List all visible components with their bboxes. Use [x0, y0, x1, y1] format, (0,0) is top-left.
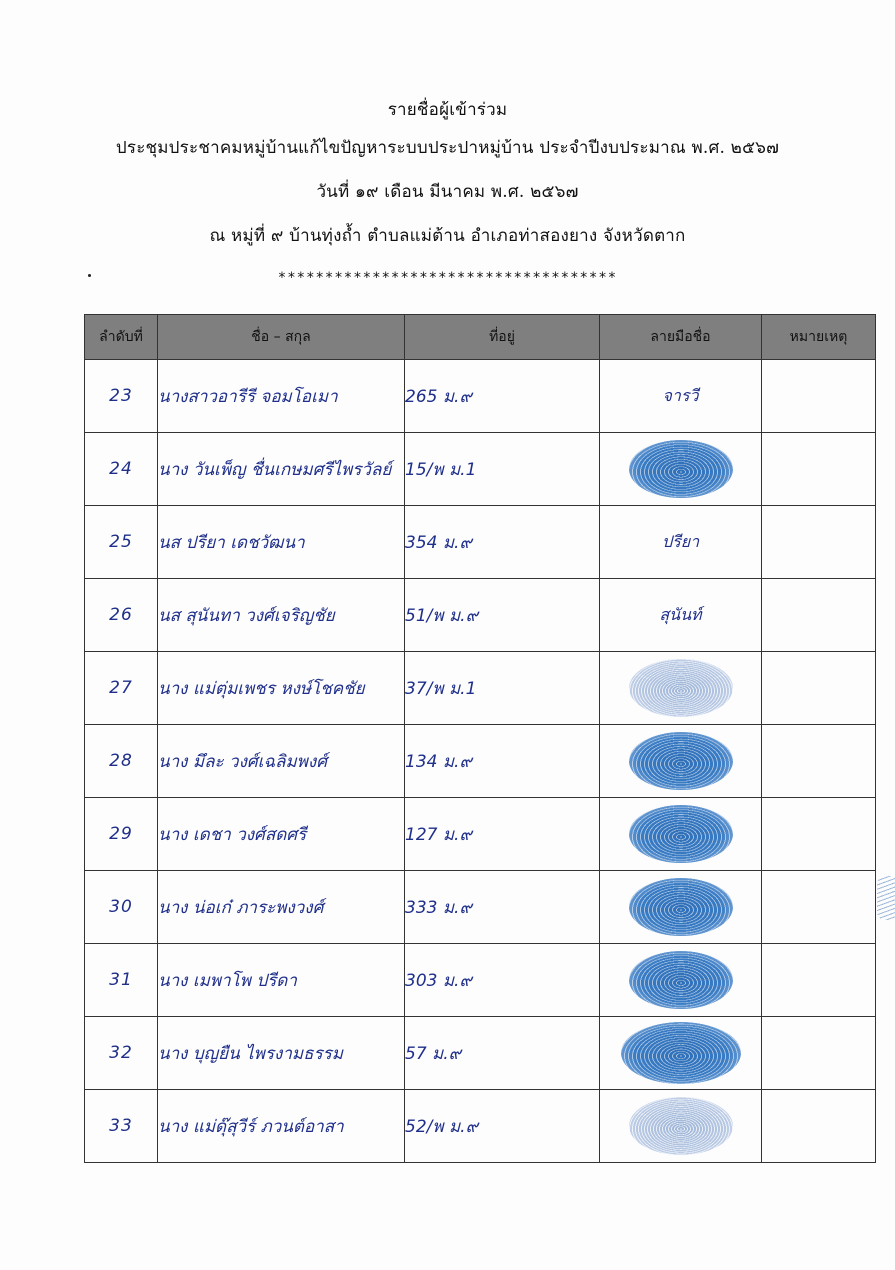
- row-address: 51/พ ม.๙: [405, 579, 600, 652]
- table-row: [85, 433, 876, 506]
- thumbprint-mark: [629, 878, 733, 936]
- row-number: 28: [85, 725, 158, 798]
- row-name: นาง เมพาโพ ปรีดา: [158, 944, 405, 1017]
- row-address: 37/พ ม.1: [405, 652, 600, 725]
- row-signature: [600, 579, 762, 652]
- row-signature: [600, 1017, 762, 1090]
- table-row: [85, 360, 876, 433]
- document-title: รายชื่อผู้เข้าร่วม: [387, 100, 508, 120]
- row-name: นาง แม่ดุ๊สุวีร์ ภวนต์อาสา: [158, 1090, 405, 1163]
- table-header-row: [85, 315, 876, 360]
- row-remark: [762, 944, 876, 1017]
- row-number: 30: [85, 871, 158, 944]
- thumbprint-mark: [629, 805, 733, 863]
- row-address: 354 ม.๙: [405, 506, 600, 579]
- thumbprint-mark: [621, 1022, 741, 1084]
- row-address: 57 ม.๙: [405, 1017, 600, 1090]
- signature-text: จารวี: [662, 385, 699, 405]
- row-number: 26: [85, 579, 158, 652]
- row-signature: [600, 871, 762, 944]
- row-signature: [600, 652, 762, 725]
- row-remark: [762, 360, 876, 433]
- row-remark: [762, 506, 876, 579]
- row-address: 127 ม.๙: [405, 798, 600, 871]
- row-remark: [762, 1090, 876, 1163]
- row-signature: [600, 506, 762, 579]
- row-number: 25: [85, 506, 158, 579]
- ink-smudge: [877, 876, 895, 920]
- row-signature: [600, 360, 762, 433]
- thumbprint-mark: [629, 951, 733, 1009]
- row-number: 32: [85, 1017, 158, 1090]
- header-name: ชื่อ – สกุล: [158, 315, 405, 360]
- thumbprint-mark: [629, 659, 733, 717]
- table-row: [85, 506, 876, 579]
- table-body: [85, 360, 876, 1163]
- row-remark: [762, 433, 876, 506]
- row-address: 134 ม.๙: [405, 725, 600, 798]
- table-row: [85, 1017, 876, 1090]
- signature-text: ปรียา: [661, 531, 700, 551]
- row-remark: [762, 798, 876, 871]
- row-signature: [600, 1090, 762, 1163]
- table-row: [85, 798, 876, 871]
- row-number: 33: [85, 1090, 158, 1163]
- table-row: [85, 1090, 876, 1163]
- thumbprint-mark: [629, 1097, 733, 1155]
- meeting-date: วันที่ ๑๙ เดือน มีนาคม พ.ศ. ๒๕๖๗: [316, 182, 579, 202]
- header-signature: ลายมือชื่อ: [600, 315, 762, 360]
- row-name: นางสาวอารีรี จอมโอเมา: [158, 360, 405, 433]
- header-remark: หมายเหตุ: [762, 315, 876, 360]
- row-remark: [762, 871, 876, 944]
- row-signature: [600, 433, 762, 506]
- row-name: นาง มึละ วงศ์เฉลิมพงศ์: [158, 725, 405, 798]
- table-row: [85, 871, 876, 944]
- document-subtitle: ประชุมประชาคมหมู่บ้านแก้ไขปัญหาระบบประปาหมู่บ้าน ประจำปีงบประมาณ พ.ศ. ๒๕๖๗: [115, 138, 780, 158]
- row-number: 27: [85, 652, 158, 725]
- header-address: ที่อยู่: [405, 315, 600, 360]
- attendance-table: [84, 314, 876, 1163]
- row-name: นาง แม่ตุ่มเพชร หงษ์โชคชัย: [158, 652, 405, 725]
- separator-stars: ************************************: [277, 270, 618, 286]
- row-name: นส ปรียา เดชวัฒนา: [158, 506, 405, 579]
- row-address: 15/พ ม.1: [405, 433, 600, 506]
- row-signature: [600, 798, 762, 871]
- table-row: [85, 579, 876, 652]
- row-name: นาง บุญยืน ไพรงามธรรม: [158, 1017, 405, 1090]
- signature-text: สุนันท์: [659, 604, 702, 624]
- row-signature: [600, 944, 762, 1017]
- thumbprint-mark: [629, 732, 733, 790]
- row-remark: [762, 652, 876, 725]
- row-address: 52/พ ม.๙: [405, 1090, 600, 1163]
- thumbprint-mark: [629, 440, 733, 498]
- row-address: 303 ม.๙: [405, 944, 600, 1017]
- row-name: นาง น่อเก๋ ภาระพงวงศ์: [158, 871, 405, 944]
- row-remark: [762, 579, 876, 652]
- row-remark: [762, 1017, 876, 1090]
- row-number: 31: [85, 944, 158, 1017]
- row-name: นส สุนันทา วงศ์เจริญชัย: [158, 579, 405, 652]
- stray-mark: [88, 274, 91, 277]
- row-address: 265 ม.๙: [405, 360, 600, 433]
- meeting-place: ณ หมู่ที่ ๙ บ้านทุ่งถ้ำ ตำบลแม่ต้าน อำเภอท่าสองยาง จังหวัดตาก: [209, 226, 686, 246]
- table-row: [85, 944, 876, 1017]
- row-number: 24: [85, 433, 158, 506]
- table-row: [85, 652, 876, 725]
- row-number: 23: [85, 360, 158, 433]
- row-signature: [600, 725, 762, 798]
- header-number: ลำดับที่: [85, 315, 158, 360]
- row-address: 333 ม.๙: [405, 871, 600, 944]
- row-remark: [762, 725, 876, 798]
- row-name: นาง เดชา วงศ์สดศรี: [158, 798, 405, 871]
- row-name: นาง วันเพ็ญ ชื่นเกษมศรีไพรวัลย์: [158, 433, 405, 506]
- table-row: [85, 725, 876, 798]
- row-number: 29: [85, 798, 158, 871]
